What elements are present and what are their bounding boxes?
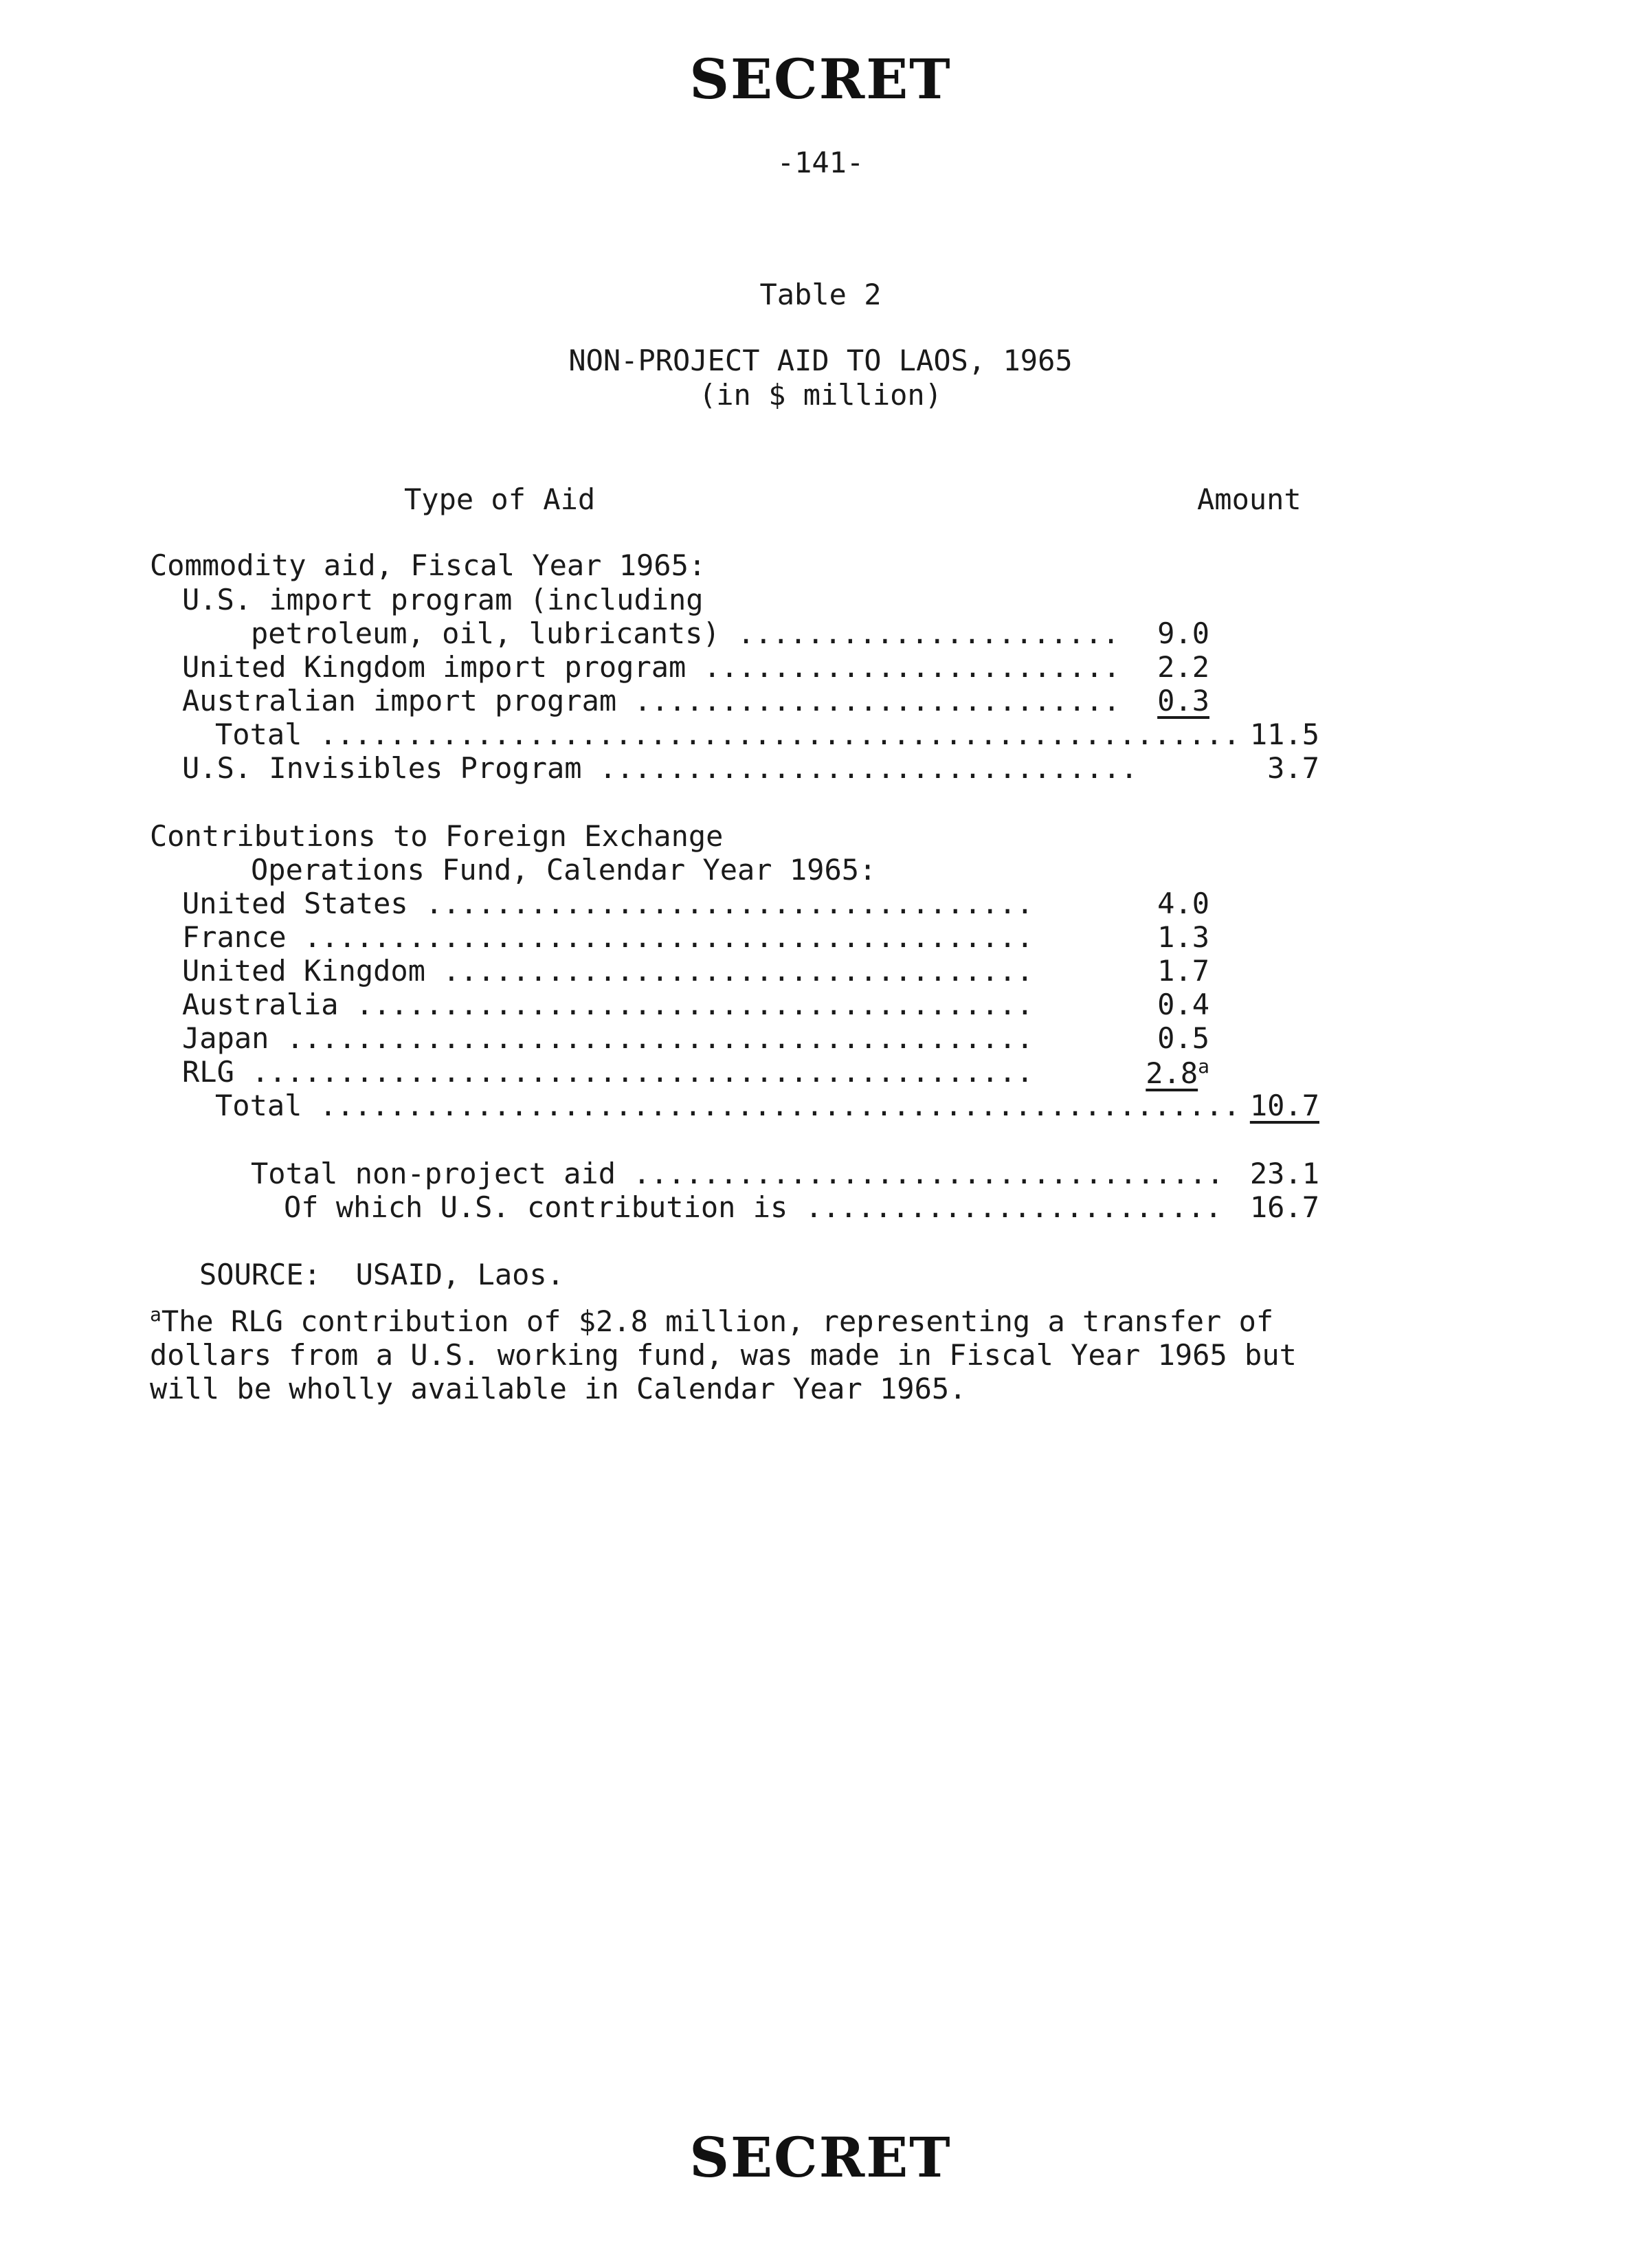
table-number: Table 2: [759, 278, 882, 311]
summary-total-label: Total non-project aid ..................................: [251, 1157, 1225, 1190]
table-row: [0, 1055, 1641, 1089]
aus-import-value: 0.3: [1157, 684, 1209, 718]
fund-us-value: 4.0: [1157, 887, 1209, 920]
uk-import-value: 2.2: [1157, 650, 1209, 684]
fund-total-value: 10.7: [1249, 1089, 1319, 1122]
summary-us-label: Of which U.S. contribution is ........................: [284, 1190, 1223, 1224]
table-row: [0, 1190, 1641, 1225]
fund-france-label: France ..........................................: [182, 920, 1034, 954]
fund-heading-line1: Contributions to Foreign Exchange: [150, 819, 724, 853]
aus-import-label: Australian import program ............................: [182, 684, 1121, 718]
header-secret-stamp: SECRET: [689, 47, 952, 111]
uk-import-label: United Kingdom import program ........................: [182, 650, 1121, 684]
fund-japan-value: 0.5: [1157, 1021, 1209, 1055]
fund-australia-label: Australia .......................................: [182, 988, 1034, 1021]
footnote-text: The RLG contribution of $2.8 million, representing a transfer of dollars from a U.S. working fund, was made in Fiscal Year 1965 but will be wholly available in Calendar Year 1965.: [150, 1304, 1297, 1405]
fund-heading-line2: Operations Fund, Calendar Year 1965:: [251, 853, 877, 887]
fund-us-label: United States ...................................: [182, 887, 1034, 920]
commodity-total-value: 11.5: [1249, 718, 1319, 751]
fund-rlg-footnote-mark: a: [1198, 1055, 1209, 1078]
fund-uk-label: United Kingdom ..................................: [182, 954, 1034, 988]
table-row: [0, 1021, 1641, 1056]
us-import-label-line2: petroleum, oil, lubricants) ......................: [251, 616, 1120, 650]
table-row: [0, 616, 1641, 651]
footnote-mark: a: [150, 1303, 161, 1326]
table-row: [0, 920, 1641, 955]
table-row: [0, 954, 1641, 988]
footnote: [150, 1298, 1359, 1405]
invisibles-value: 3.7: [1267, 751, 1319, 785]
fund-japan-label: Japan ...........................................: [182, 1021, 1034, 1055]
column-header-type: Type of Aid: [404, 482, 596, 516]
table-row: [0, 1089, 1641, 1123]
fund-rlg-label: RLG .............................................: [182, 1055, 1034, 1089]
fund-rlg-value: 2.8: [1146, 1056, 1198, 1090]
page-number: -141-: [777, 146, 864, 179]
footer-secret-stamp: SECRET: [689, 2125, 952, 2190]
table-row: [0, 650, 1641, 685]
source-note: SOURCE: USAID, Laos.: [199, 1258, 565, 1291]
table-row: [0, 887, 1641, 921]
table-row: [0, 1157, 1641, 1191]
fund-france-value: 1.3: [1157, 920, 1209, 954]
fund-uk-value: 1.7: [1157, 954, 1209, 988]
commodity-heading: Commodity aid, Fiscal Year 1965:: [150, 548, 706, 582]
us-import-value: 9.0: [1157, 616, 1209, 650]
summary-us-value: 16.7: [1249, 1190, 1319, 1224]
table-title: NON-PROJECT AID TO LAOS, 1965: [568, 344, 1073, 377]
table-row: [0, 718, 1641, 752]
summary-total-value: 23.1: [1249, 1157, 1319, 1190]
table-row: [0, 684, 1641, 718]
fund-australia-value: 0.4: [1157, 988, 1209, 1021]
fund-total-label: Total .....................................................: [215, 1089, 1240, 1122]
table-subtitle: (in $ million): [698, 378, 942, 412]
table-row: [0, 988, 1641, 1022]
commodity-total-label: Total .....................................................: [215, 718, 1240, 751]
column-header-amount: Amount: [1197, 482, 1302, 516]
table-row: [0, 751, 1641, 786]
fund-rlg-value-cell: [1113, 1055, 1209, 1090]
invisibles-label: U.S. Invisibles Program ...............................: [182, 751, 1138, 785]
us-import-label-line1: U.S. import program (including: [182, 583, 704, 616]
